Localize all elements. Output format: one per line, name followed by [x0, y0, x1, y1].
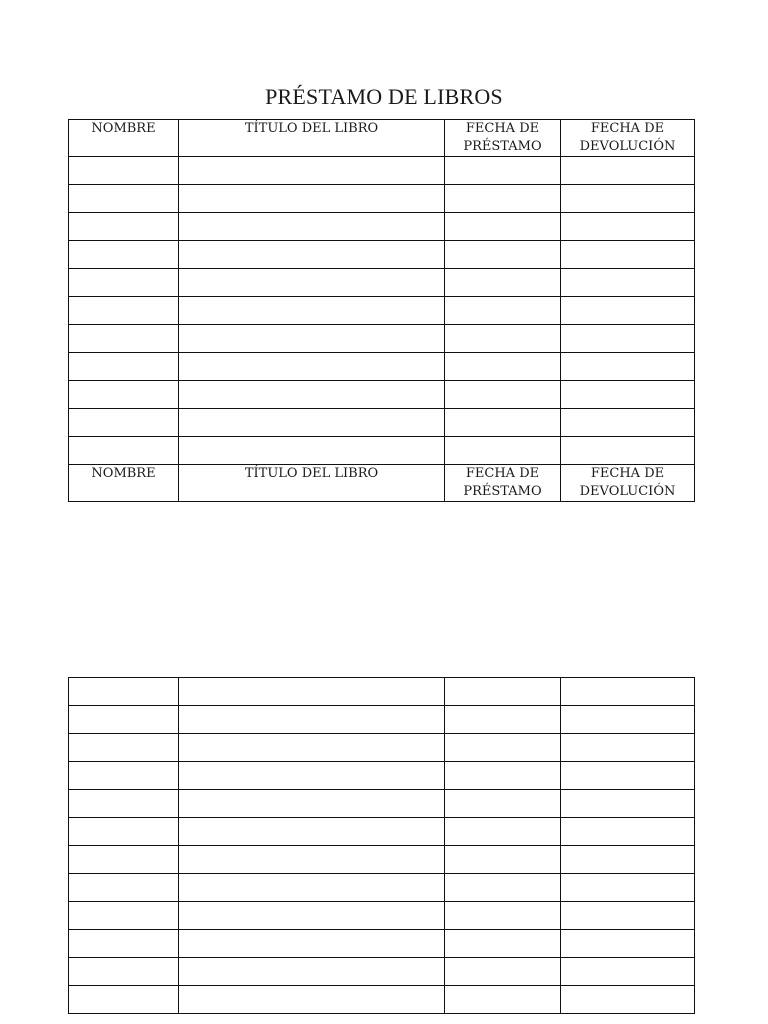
fecha-devolucion-cell: [561, 269, 695, 297]
fecha-prestamo-cell: [445, 269, 561, 297]
table-row: [69, 790, 695, 818]
nombre-cell: [69, 213, 179, 241]
nombre-cell: [69, 762, 179, 790]
header-nombre: NOMBRE: [69, 120, 179, 157]
table-row: [69, 734, 695, 762]
table-row: [69, 818, 695, 846]
table-row: [69, 874, 695, 902]
fecha-prestamo-cell: [445, 706, 561, 734]
table-row: [69, 185, 695, 213]
fecha-prestamo-cell: [445, 846, 561, 874]
fecha-devolucion-cell: [561, 846, 695, 874]
fecha-devolucion-cell: [561, 958, 695, 986]
fecha-prestamo-cell: [445, 930, 561, 958]
nombre-cell: [69, 734, 179, 762]
titulo-cell: [179, 353, 445, 381]
nombre-cell: [69, 846, 179, 874]
titulo-cell: [179, 818, 445, 846]
fecha-prestamo-cell: [445, 986, 561, 1014]
table-row: [69, 353, 695, 381]
table-row: [69, 213, 695, 241]
header-row: [69, 120, 695, 157]
page-title: PRÉSTAMO DE LIBROS: [265, 84, 503, 109]
table-row: [69, 930, 695, 958]
table-row: [69, 902, 695, 930]
fecha-devolucion-cell: [561, 437, 695, 465]
footer-header-row: [69, 465, 695, 502]
table-row: [69, 678, 695, 706]
footer-header-nombre: NOMBRE: [69, 465, 179, 502]
header-titulo-del-libro: TÍTULO DEL LIBRO: [179, 120, 445, 157]
fecha-prestamo-cell: [445, 902, 561, 930]
footer-header-fecha-de-devolucion: FECHA DE DEVOLUCIÓN: [561, 465, 695, 502]
fecha-prestamo-cell: [445, 409, 561, 437]
titulo-cell: [179, 241, 445, 269]
table-row: [69, 269, 695, 297]
titulo-cell: [179, 986, 445, 1014]
titulo-cell: [179, 409, 445, 437]
fecha-prestamo-cell: [445, 678, 561, 706]
fecha-devolucion-cell: [561, 874, 695, 902]
titulo-cell: [179, 706, 445, 734]
nombre-cell: [69, 269, 179, 297]
fecha-devolucion-cell: [561, 157, 695, 185]
table-row: [69, 409, 695, 437]
fecha-devolucion-cell: [561, 930, 695, 958]
table-row: [69, 325, 695, 353]
header-fecha-de-devolucion: FECHA DE DEVOLUCIÓN: [561, 120, 695, 157]
table-row: [69, 381, 695, 409]
table-row: [69, 706, 695, 734]
footer-header-fecha-de-prestamo: FECHA DE PRÉSTAMO: [445, 465, 561, 502]
titulo-cell: [179, 269, 445, 297]
fecha-prestamo-cell: [445, 734, 561, 762]
fecha-prestamo-cell: [445, 213, 561, 241]
fecha-prestamo-cell: [445, 818, 561, 846]
nombre-cell: [69, 241, 179, 269]
fecha-prestamo-cell: [445, 762, 561, 790]
header-fecha-de-prestamo: FECHA DE PRÉSTAMO: [445, 120, 561, 157]
fecha-devolucion-cell: [561, 734, 695, 762]
fecha-devolucion-cell: [561, 353, 695, 381]
fecha-devolucion-cell: [561, 381, 695, 409]
titulo-cell: [179, 902, 445, 930]
nombre-cell: [69, 874, 179, 902]
fecha-devolucion-cell: [561, 241, 695, 269]
titulo-cell: [179, 437, 445, 465]
nombre-cell: [69, 958, 179, 986]
fecha-devolucion-cell: [561, 297, 695, 325]
nombre-cell: [69, 325, 179, 353]
fecha-devolucion-cell: [561, 762, 695, 790]
nombre-cell: [69, 409, 179, 437]
fecha-prestamo-cell: [445, 437, 561, 465]
nombre-cell: [69, 157, 179, 185]
fecha-prestamo-cell: [445, 297, 561, 325]
fecha-prestamo-cell: [445, 874, 561, 902]
fecha-devolucion-cell: [561, 325, 695, 353]
fecha-devolucion-cell: [561, 678, 695, 706]
fecha-devolucion-cell: [561, 790, 695, 818]
fecha-prestamo-cell: [445, 790, 561, 818]
titulo-cell: [179, 297, 445, 325]
fecha-devolucion-cell: [561, 902, 695, 930]
titulo-cell: [179, 381, 445, 409]
table-row: [69, 846, 695, 874]
nombre-cell: [69, 185, 179, 213]
fecha-prestamo-cell: [445, 325, 561, 353]
titulo-cell: [179, 213, 445, 241]
titulo-cell: [179, 874, 445, 902]
nombre-cell: [69, 930, 179, 958]
footer-header-titulo-del-libro: TÍTULO DEL LIBRO: [179, 465, 445, 502]
fecha-prestamo-cell: [445, 185, 561, 213]
titulo-cell: [179, 762, 445, 790]
fecha-devolucion-cell: [561, 409, 695, 437]
table-row: [69, 157, 695, 185]
table-row: [69, 241, 695, 269]
nombre-cell: [69, 986, 179, 1014]
fecha-prestamo-cell: [445, 241, 561, 269]
titulo-cell: [179, 958, 445, 986]
fecha-prestamo-cell: [445, 958, 561, 986]
table-row: [69, 986, 695, 1014]
fecha-devolucion-cell: [561, 213, 695, 241]
titulo-cell: [179, 790, 445, 818]
fecha-devolucion-cell: [561, 185, 695, 213]
nombre-cell: [69, 297, 179, 325]
fecha-devolucion-cell: [561, 986, 695, 1014]
nombre-cell: [69, 678, 179, 706]
table-row: [69, 437, 695, 465]
table-row: [69, 762, 695, 790]
fecha-devolucion-cell: [561, 706, 695, 734]
nombre-cell: [69, 437, 179, 465]
titulo-cell: [179, 930, 445, 958]
table-row: [69, 958, 695, 986]
nombre-cell: [69, 353, 179, 381]
nombre-cell: [69, 818, 179, 846]
nombre-cell: [69, 902, 179, 930]
fecha-prestamo-cell: [445, 353, 561, 381]
fecha-prestamo-cell: [445, 157, 561, 185]
titulo-cell: [179, 157, 445, 185]
nombre-cell: [69, 381, 179, 409]
titulo-cell: [179, 678, 445, 706]
table-row: [69, 297, 695, 325]
titulo-cell: [179, 185, 445, 213]
titulo-cell: [179, 325, 445, 353]
loan-table-top: [68, 119, 695, 502]
nombre-cell: [69, 706, 179, 734]
titulo-cell: [179, 734, 445, 762]
titulo-cell: [179, 846, 445, 874]
nombre-cell: [69, 790, 179, 818]
fecha-devolucion-cell: [561, 818, 695, 846]
loan-table-bottom: [68, 677, 695, 1014]
fecha-prestamo-cell: [445, 381, 561, 409]
